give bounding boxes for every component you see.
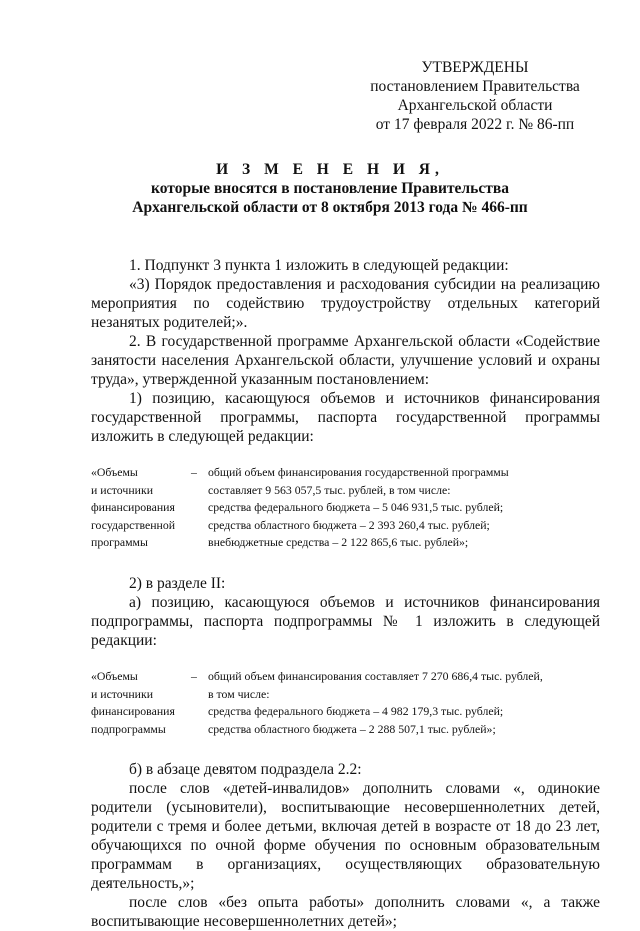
table-value-line: средства областного бюджета – 2 393 260,4 тыс. рублей;: [208, 517, 490, 532]
approval-stamp: [360, 58, 590, 134]
table-dash: –: [191, 668, 197, 683]
title-subheading: Архангельской области от 8 октября 2013 года № 466-пп: [132, 199, 528, 216]
paragraph: «3) Порядок предоставления и расходования субсидии на реализацию мероприятия по содействию трудоустройству отдельных категорий незанятых родителей;».: [91, 276, 600, 331]
document-title: [40, 160, 620, 217]
table-value-line: средства федерального бюджета – 5 046 931,5 тыс. рублей;: [208, 500, 504, 515]
table-value-line: в том числе:: [208, 686, 270, 701]
table-label-line: государственной: [91, 517, 176, 532]
table-label-line: финансирования: [91, 500, 175, 515]
table-value: [208, 464, 600, 552]
table-value-line: общий объем финансирования государственной программы: [208, 465, 509, 479]
table-label-line: и источники: [91, 686, 154, 701]
table-value-line: средства областного бюджета – 2 288 507,1 тыс. рублей»;: [208, 721, 496, 736]
table-label: [91, 464, 187, 552]
table-value-line: средства федерального бюджета – 4 982 179,3 тыс. рублей;: [208, 704, 504, 719]
title-subheading: которые вносятся в постановление Правительства: [151, 180, 509, 197]
paragraph: после слов «детей-инвалидов» дополнить словами «, одинокие родители (усыновители), воспитывающие несовершеннолетних детей, родители с тремя и более детьми, включая детей в возрасте от 18 до 23 лет, обучающихся по очной форме обучения по основным образовательным программам в организациях, осуществляющих образовательную деятельность,»;: [91, 780, 600, 893]
approval-line: Архангельской области: [397, 97, 553, 114]
funding-table-program: [91, 464, 600, 552]
table-label-line: подпрограммы: [91, 721, 166, 736]
paragraph: 2. В государственной программе Архангельской области «Содействие занятости населения Архангельской области, улучшение условий и охраны труда», утвержденной указанным постановлением:: [91, 333, 600, 388]
table-value-line: внебюджетные средства – 2 122 865,6 тыс. рублей»;: [208, 535, 469, 550]
table-label-line: «Объемы: [91, 465, 138, 479]
paragraph: 1. Подпункт 3 пункта 1 изложить в следующей редакции:: [129, 257, 509, 274]
table-dash: –: [191, 465, 197, 479]
table-label: [91, 668, 187, 738]
approval-heading: УТВЕРЖДЕНЫ: [421, 59, 529, 76]
funding-table-subprogram: [91, 668, 600, 738]
table-value: [208, 668, 600, 738]
table-label-line: «Объемы: [91, 668, 138, 683]
paragraph: 2) в разделе II:: [129, 574, 226, 592]
table-label-line: и источники: [91, 482, 154, 497]
document-body: [91, 256, 600, 931]
table-value-line: составляет 9 563 057,5 тыс. рублей, в том числе:: [208, 482, 451, 497]
table-label-line: программы: [91, 535, 148, 550]
table-label-line: финансирования: [91, 704, 175, 719]
approval-date: от 17 февраля 2022 г. № 86-пп: [375, 116, 575, 133]
paragraph: 1) позицию, касающуюся объемов и источников финансирования государственной программы, паспорта государственной программы изложить в следующей редакции:: [91, 390, 600, 445]
title-heading: И З М Е Н Е Н И Я,: [216, 161, 444, 178]
paragraph: б) в абзаце девятом подраздела 2.2:: [129, 761, 362, 779]
table-value-line: общий объем финансирования составляет 7 270 686,4 тыс. рублей,: [208, 668, 543, 683]
approval-line: постановлением Правительства: [370, 78, 580, 95]
paragraph: после слов «без опыта работы» дополнить словами «, а также воспитывающие несовершеннолетних детей»;: [91, 894, 600, 931]
paragraph: а) позицию, касающуюся объемов и источников финансирования подпрограммы, паспорта подпрограммы № 1 изложить в следующей редакции:: [91, 593, 600, 649]
